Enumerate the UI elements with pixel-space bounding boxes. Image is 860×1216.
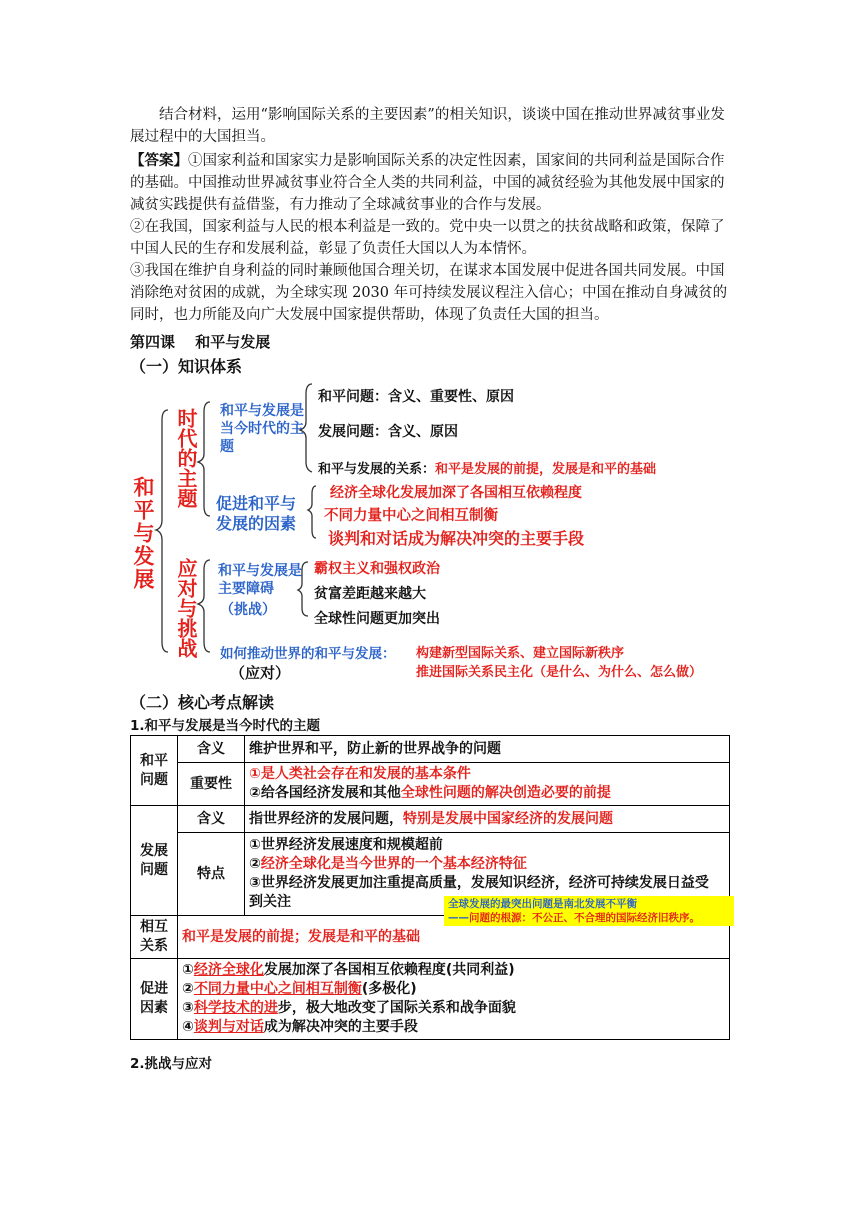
table-row xyxy=(131,806,730,833)
cell-importance-label: 重要性 xyxy=(178,763,245,806)
note-line-2: ——问题的根源：不公正、不合理的国际经济旧秩序。 xyxy=(448,912,700,924)
table-row xyxy=(131,763,730,806)
lesson-title: 第四课 和平与发展 xyxy=(130,333,271,351)
cell-importance: ①是人类社会存在和发展的基本条件 ②给各国经济发展和其他全球性问题的解决创造必要的前提 xyxy=(245,763,730,806)
subheading-2: 2.挑战与应对 xyxy=(130,1056,213,1072)
cell-meaning-label: 含义 xyxy=(178,736,245,763)
table-row xyxy=(131,736,730,763)
mindmap-b2a-tag: （挑战） xyxy=(220,602,276,618)
mindmap-b2a-item-3: 全球性问题更加突出 xyxy=(314,611,440,627)
cell-peace: 和平问题 xyxy=(131,736,178,806)
mindmap-b1b: 促进和平与发展的因素 xyxy=(216,494,297,533)
note-line-1: 全球发展的最突出问题是南北发展不平衡 xyxy=(448,898,637,910)
cell-dev: 发展问题 xyxy=(131,806,178,916)
cell-dev-meaning: 指世界经济的发展问题，特别是发展中国家经济的发展问题 xyxy=(245,806,730,833)
relation-label: 和平与发展的关系： xyxy=(318,462,436,477)
cell-promote: 促进因素 xyxy=(131,959,178,1040)
mindmap-b1b-item-2: 不同力量中心之间相互制衡 xyxy=(324,508,498,524)
answer-p3: ③我国在维护自身利益的同时兼顾他国合理关切，在谋求本国发展中促进各国共同发展。中国消除绝对贫困的成就，为全球实现 2030 年可持续发展议程注入信心；中国在推动自身减贫的同时，也力所能及向广大发展中国家提供帮助，体现了负责任大国的担当。 xyxy=(130,263,728,323)
mindmap-b1a: 和平与发展是当今时代的主题 xyxy=(220,403,304,455)
question-text: 结合材料，运用“影响国际关系的主要因素”的相关知识，谈谈中国在推动世界减贫事业发展过程中的大国担当。 xyxy=(130,107,725,145)
section2-heading: （二）核心考点解读 xyxy=(130,693,275,712)
mindmap-b2b: 如何推动世界的和平与发展： xyxy=(220,646,396,662)
mindmap-b2b-item-2: 推进国际关系民主化（是什么、为什么、怎么做） xyxy=(416,665,703,680)
cell-promote-items: ①经济全球化发展加深了各国相互依赖程度(共同利益) ②不同力量中心之间相互制衡(多极化) ③科学技术的进步，极大地改变了国际关系和战争面貌 ④谈判与对话成为解决冲突的主要手段 xyxy=(178,959,730,1040)
cell-dev-meaning-label: 含义 xyxy=(178,806,245,833)
mindmap-branch-era-theme: 时代的主题 xyxy=(174,408,198,508)
knowledge-mindmap xyxy=(126,380,736,680)
table-row xyxy=(131,959,730,1040)
mindmap-b2a-item-2: 贫富差距越来越大 xyxy=(314,586,426,602)
cell-mutual: 相互关系 xyxy=(131,916,178,959)
cell-features-label: 特点 xyxy=(178,833,245,916)
mindmap-b1a-item-2: 发展问题：含义、原因 xyxy=(318,424,458,440)
mindmap-b1a-relation xyxy=(318,458,656,477)
mindmap-b2a-item-1: 霸权主义和强权政治 xyxy=(314,561,440,577)
answer-p1: ①国家利益和国家实力是影响国际关系的决定性因素，国家间的共同利益是国际合作的基础。中国推动世界减贫事业符合全人类的共同利益，中国的减贫经验为其他发展中国家的减贫实践提供有益借鉴，有力推动了全球减贫事业的合作与发展。 xyxy=(130,153,725,213)
cell-peace-meaning: 维护世界和平，防止新的世界战争的问题 xyxy=(245,736,730,763)
mindmap-b2b-tag: （应对） xyxy=(230,664,291,682)
mindmap-b1b-item-1: 经济全球化发展加深了各国相互依赖程度 xyxy=(330,485,582,501)
core-points-table xyxy=(130,735,730,1040)
mindmap-b2b-item-1: 构建新型国际关系、建立国际新秩序 xyxy=(416,646,625,661)
mindmap-b1b-item-3: 谈判和对话成为解决冲突的主要手段 xyxy=(328,529,585,548)
question-paragraph xyxy=(130,104,730,148)
mindmap-branch-challenge: 应对与挑战 xyxy=(174,558,198,658)
answer-label: 【答案】 xyxy=(130,152,188,169)
highlight-note xyxy=(444,896,734,926)
mindmap-b2a: 和平与发展是主要障碍 xyxy=(218,563,302,597)
cell-features: ①世界经济发展速度和规模超前 ②经济全球化是当今世界的一个基本经济特征 ③世界经济发展更加注重提高质量，发展知识经济，经济可持续发展日益受到关注 xyxy=(245,833,730,916)
cell-mutual-value: 和平是发展的前提；发展是和平的基础 xyxy=(178,916,730,959)
mindmap-b1a-item-1: 和平问题：含义、重要性、原因 xyxy=(318,389,514,405)
relation-value: 和平是发展的前提，发展是和平的基础 xyxy=(435,462,657,477)
subheading-1: 1.和平与发展是当今时代的主题 xyxy=(130,718,321,734)
mindmap-root: 和平与发展 xyxy=(131,476,155,591)
answer-p2: ②在我国，国家利益与人民的根本利益是一致的。党中央一以贯之的扶贫战略和政策，保障了中国人民的生存和发展利益，彰显了负责任大国以人为本情怀。 xyxy=(130,219,725,257)
answer-block xyxy=(130,150,730,326)
section1-heading: （一）知识体系 xyxy=(130,357,243,376)
